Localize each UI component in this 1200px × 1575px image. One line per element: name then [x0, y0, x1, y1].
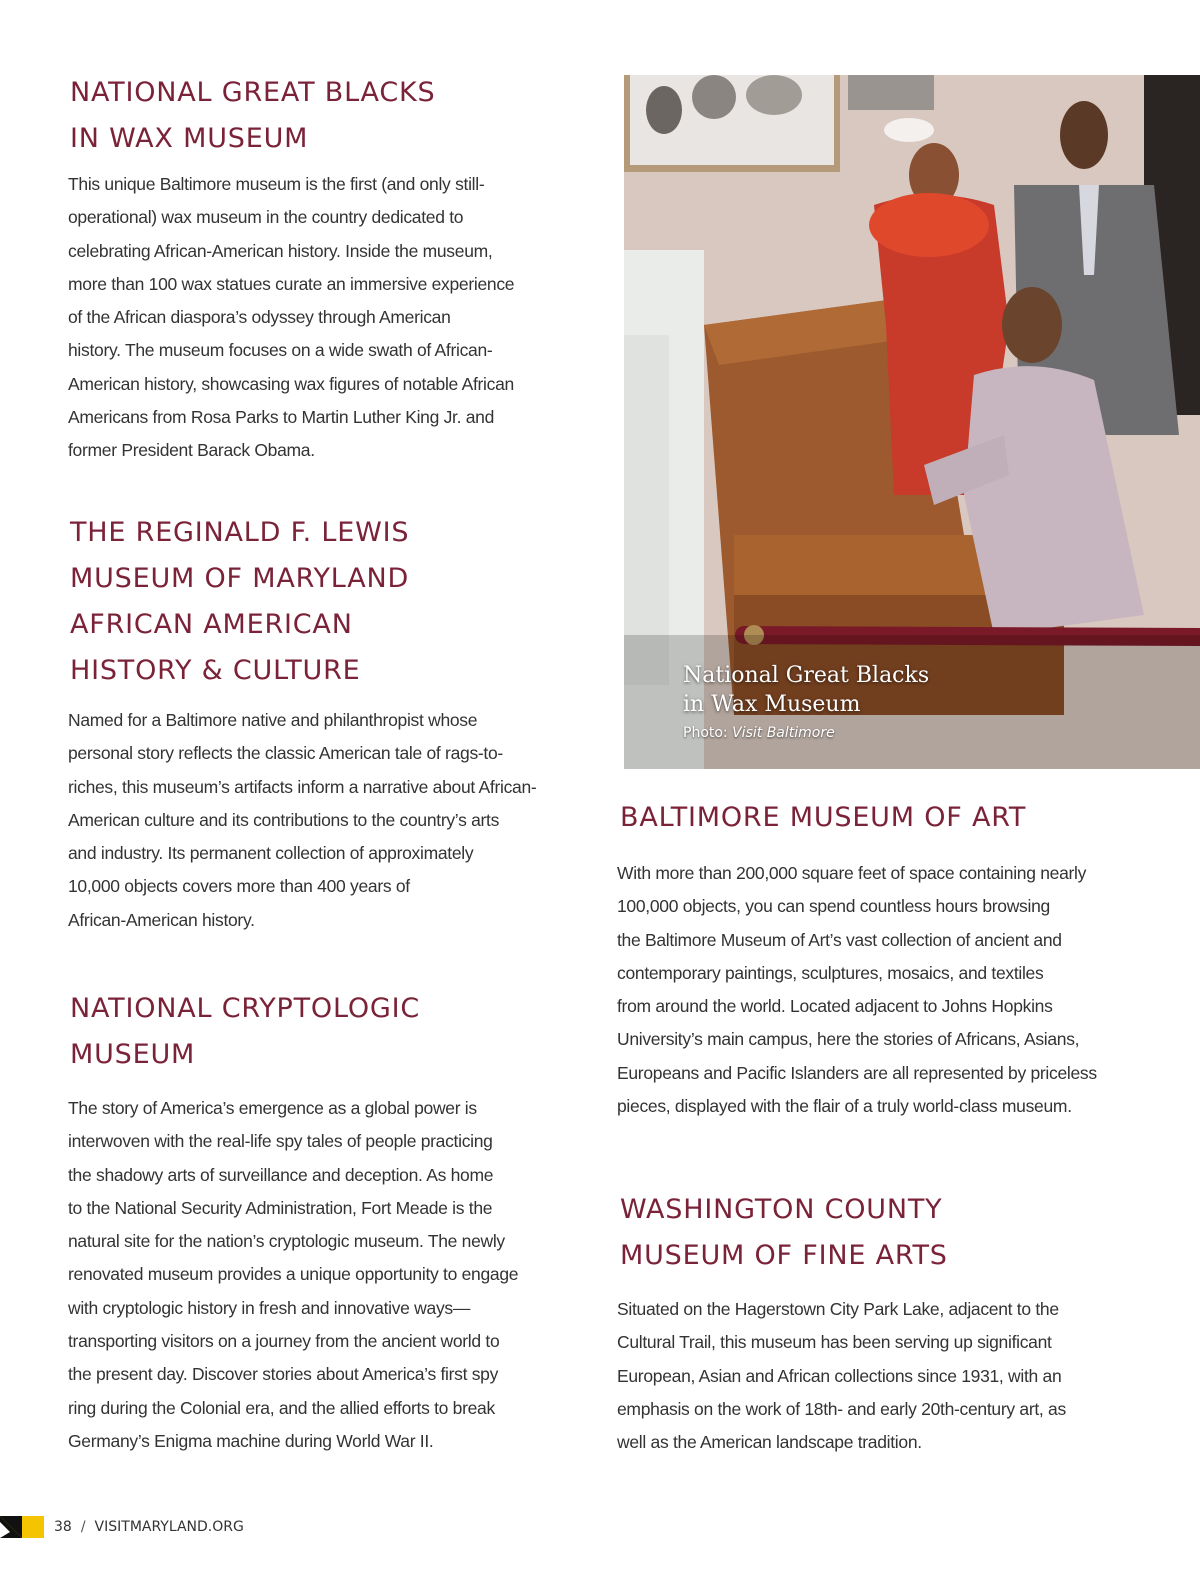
section-body: With more than 200,000 square feet of space containing nearly 100,000 objects, you can spend countless hours browsing the Baltimore Museum of Art’s vast collection of ancient and contemporary paintings, sculptures, mosaics, and textiles from around the world. Located adjacent to Johns Hopkins University’s main campus, here the stories of Africans, Asians, Europeans and Pacific Islanders are all represented by priceless pieces, displayed with the flair of a truly world-class museum.: [617, 863, 1097, 1117]
section-washington-county-museum: [617, 1187, 1180, 1459]
footer-separator: /: [80, 1519, 86, 1535]
footer-text: [54, 1519, 244, 1535]
photo-caption-title: National Great Blacks in Wax Museum: [683, 663, 930, 717]
section-heading: WASHINGTON COUNTY MUSEUM OF FINE ARTS: [620, 1194, 948, 1271]
section-baltimore-museum-of-art: [617, 795, 1180, 1123]
section-heading: NATIONAL GREAT BLACKS IN WAX MUSEUM: [70, 77, 436, 154]
photo-credit: Photo: Visit Baltimore: [683, 725, 835, 741]
page-footer: [0, 1515, 400, 1539]
section-reginald-lewis-museum: [70, 510, 590, 937]
footer-site-link[interactable]: VISITMARYLAND.ORG: [94, 1519, 244, 1535]
section-heading: BALTIMORE MUSEUM OF ART: [620, 802, 1027, 833]
section-heading: THE REGINALD F. LEWIS MUSEUM OF MARYLAND AFRICAN AMERICAN HISTORY & CULTURE: [70, 517, 410, 686]
page-number: 38: [54, 1519, 72, 1535]
section-body: Named for a Baltimore native and philanthropist whose personal story reflects the classic American tale of rags-to- riches, this museum’s artifacts inform a narrative about African- American culture and its contributions to the country’s arts and industry. Its permanent collection of approximately 10,000 objects covers more than 400 years of African-American history.: [68, 710, 537, 930]
section-cryptologic-museum: [70, 986, 590, 1458]
maryland-flag-icon: [0, 1516, 44, 1538]
section-body: This unique Baltimore museum is the first (and only still- operational) wax museum in the country dedicated to celebrating African-American history. Inside the museum, more than 100 wax statues curate an immersive experience of the African diaspora’s odyssey through American history. The museum focuses on a wide swath of African- American history, showcasing wax figures of notable African Americans from Rosa Parks to Martin Luther King Jr. and former President Barack Obama.: [68, 174, 515, 461]
section-body: The story of America’s emergence as a global power is interwoven with the real-life spy tales of people practicing the shadowy arts of surveillance and deception. As home to the National Security Administration, Fort Meade is the natural site for the nation’s cryptologic museum. The newly renovated museum provides a unique opportunity to engage with cryptologic history in fresh and innovative ways— transporting visitors on a journey from the ancient world to the present day. Discover stories about America’s first spy ring during the Colonial era, and the allied efforts to break Germany’s Enigma machine during World War II.: [68, 1098, 519, 1451]
wax-museum-photo: [624, 75, 1200, 769]
section-body: Situated on the Hagerstown City Park Lake, adjacent to the Cultural Trail, this museum has been serving up significant European, Asian and African collections since 1931, with an emphasis on the work of 18th- and early 20th-century art, as well as the American landscape tradition.: [617, 1299, 1066, 1453]
section-heading: NATIONAL CRYPTOLOGIC MUSEUM: [70, 993, 421, 1070]
section-wax-museum: [70, 70, 590, 468]
